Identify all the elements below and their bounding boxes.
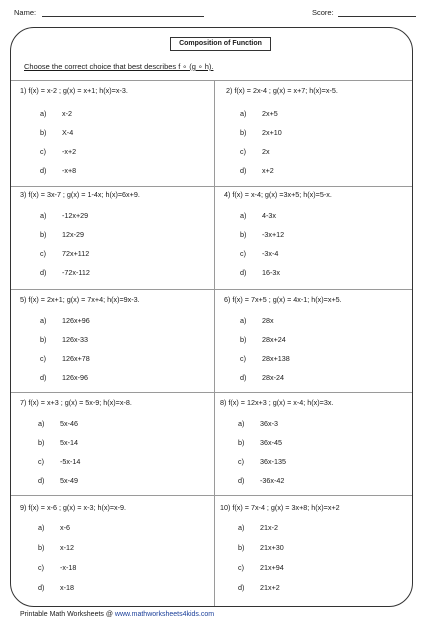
problem-question: 1) f(x) = x-2 ; g(x) = x+1; h(x)=x-3. (20, 86, 128, 95)
choice-letter: d) (240, 268, 247, 277)
choice-answer: 28x+24 (262, 335, 286, 344)
choice-letter: a) (40, 109, 47, 118)
choice-answer: -12x+29 (62, 211, 89, 220)
choice-answer: 4-3x (262, 211, 276, 220)
score-label: Score: (312, 8, 334, 17)
choice-answer: X-4 (62, 128, 74, 137)
choice-letter: a) (40, 316, 47, 325)
row-divider (11, 80, 412, 81)
row-divider (11, 495, 412, 496)
choice-letter: b) (240, 230, 247, 239)
choice-letter: c) (38, 563, 44, 572)
choice-letter: b) (38, 438, 45, 447)
choice-letter: d) (238, 476, 245, 485)
choice-letter: d) (40, 166, 47, 175)
footer-prefix: Printable Math Worksheets @ (20, 611, 115, 618)
choice-letter: b) (240, 335, 247, 344)
choice-answer: 2x+5 (262, 109, 278, 118)
choice-letter: c) (238, 563, 244, 572)
score-blank-line (338, 16, 416, 17)
choice-answer: -5x-14 (60, 457, 81, 466)
choice-letter: a) (240, 109, 247, 118)
choice-answer: 126x-96 (62, 373, 88, 382)
choice-letter: b) (238, 438, 245, 447)
choice-answer: 126x+78 (62, 354, 90, 363)
choice-answer: x-2 (62, 109, 72, 118)
choice-letter: c) (40, 249, 46, 258)
choice-answer: 21x+2 (260, 583, 280, 592)
choice-letter: b) (40, 335, 47, 344)
row-divider (11, 186, 412, 187)
choice-answer: x+2 (262, 166, 274, 175)
choice-answer: -3x-4 (262, 249, 279, 258)
choice-letter: c) (38, 457, 44, 466)
choice-letter: a) (40, 211, 47, 220)
choice-answer: x-6 (60, 523, 70, 532)
choice-answer: 28x+138 (262, 354, 290, 363)
choice-answer: 21x-2 (260, 523, 278, 532)
choice-letter: d) (240, 373, 247, 382)
choice-answer: 28x (262, 316, 274, 325)
choice-letter: a) (238, 419, 245, 428)
choice-answer: 21x+94 (260, 563, 284, 572)
choice-answer: 2x (262, 147, 270, 156)
choice-answer: 126x-33 (62, 335, 88, 344)
choice-letter: a) (240, 211, 247, 220)
choice-answer: 5x-46 (60, 419, 78, 428)
choice-answer: -x-18 (60, 563, 77, 572)
choice-answer: 16-3x (262, 268, 280, 277)
choice-answer: 36x-3 (260, 419, 278, 428)
choice-letter: b) (40, 230, 47, 239)
choice-letter: b) (238, 543, 245, 552)
choice-letter: c) (238, 457, 244, 466)
choice-answer: 126x+96 (62, 316, 90, 325)
choice-answer: 21x+30 (260, 543, 284, 552)
choice-letter: d) (38, 583, 45, 592)
problem-question: 6) f(x) = 7x+5 ; g(x) = 4x-1; h(x)=x+5. (224, 295, 342, 304)
problem-question: 3) f(x) = 3x-7 ; g(x) = 1-4x; h(x)=6x+9. (20, 190, 140, 199)
footer (20, 611, 214, 618)
problem-question: 7) f(x) = x+3 ; g(x) = 5x-9; h(x)=x-8. (20, 398, 132, 407)
problem-question: 9) f(x) = x-6 ; g(x) = x-3; h(x)=x-9. (20, 503, 127, 512)
column-divider (214, 80, 215, 606)
choice-letter: a) (38, 419, 45, 428)
choice-letter: a) (240, 316, 247, 325)
choice-letter: c) (240, 249, 246, 258)
name-label: Name: (14, 8, 37, 17)
instruction-text: Choose the correct choice that best describes f ∘ (g ∘ h). (24, 62, 214, 71)
choice-answer: x-12 (60, 543, 74, 552)
choice-answer: -x+8 (62, 166, 77, 175)
footer-site-link[interactable]: www.mathworksheets4kids.com (114, 611, 215, 618)
choice-letter: d) (40, 268, 47, 277)
choice-letter: c) (40, 147, 46, 156)
problem-question: 8) f(x) = 12x+3 ; g(x) = x-4; h(x)=3x. (220, 398, 334, 407)
choice-letter: d) (40, 373, 47, 382)
choice-letter: d) (238, 583, 245, 592)
row-divider (11, 392, 412, 393)
problem-question: 5) f(x) = 2x+1; g(x) = 7x+4; h(x)=9x-3. (20, 295, 140, 304)
choice-answer: 36x-135 (260, 457, 286, 466)
choice-letter: c) (240, 147, 246, 156)
choice-letter: d) (38, 476, 45, 485)
choice-answer: 72x+112 (62, 249, 90, 258)
choice-answer: 28x-24 (262, 373, 284, 382)
choice-answer: 2x+10 (262, 128, 282, 137)
choice-letter: b) (40, 128, 47, 137)
choice-answer: 36x-45 (260, 438, 282, 447)
worksheet-title: Composition of Function (170, 37, 271, 51)
choice-answer: 5x-49 (60, 476, 78, 485)
choice-answer: x-18 (60, 583, 74, 592)
choice-answer: -36x-42 (260, 476, 285, 485)
choice-answer: 12x-29 (62, 230, 84, 239)
choice-letter: d) (240, 166, 247, 175)
choice-letter: c) (40, 354, 46, 363)
choice-letter: c) (240, 354, 246, 363)
choice-letter: a) (238, 523, 245, 532)
choice-letter: b) (38, 543, 45, 552)
choice-answer: -x+2 (62, 147, 77, 156)
problem-question: 10) f(x) = 7x-4 ; g(x) = 3x+8; h(x)=x+2 (220, 503, 340, 512)
problem-question: 4) f(x) = x-4; g(x) =3x+5; h(x)=5-x. (224, 190, 332, 199)
row-divider (11, 289, 412, 290)
name-blank-line (42, 16, 204, 17)
problem-question: 2) f(x) = 2x-4 ; g(x) = x+7; h(x)=x-5. (226, 86, 338, 95)
choice-letter: a) (38, 523, 45, 532)
choice-answer: -72x-112 (62, 268, 90, 277)
choice-answer: -3x+12 (262, 230, 285, 239)
choice-answer: 5x-14 (60, 438, 78, 447)
choice-letter: b) (240, 128, 247, 137)
worksheet-header (0, 0, 435, 22)
